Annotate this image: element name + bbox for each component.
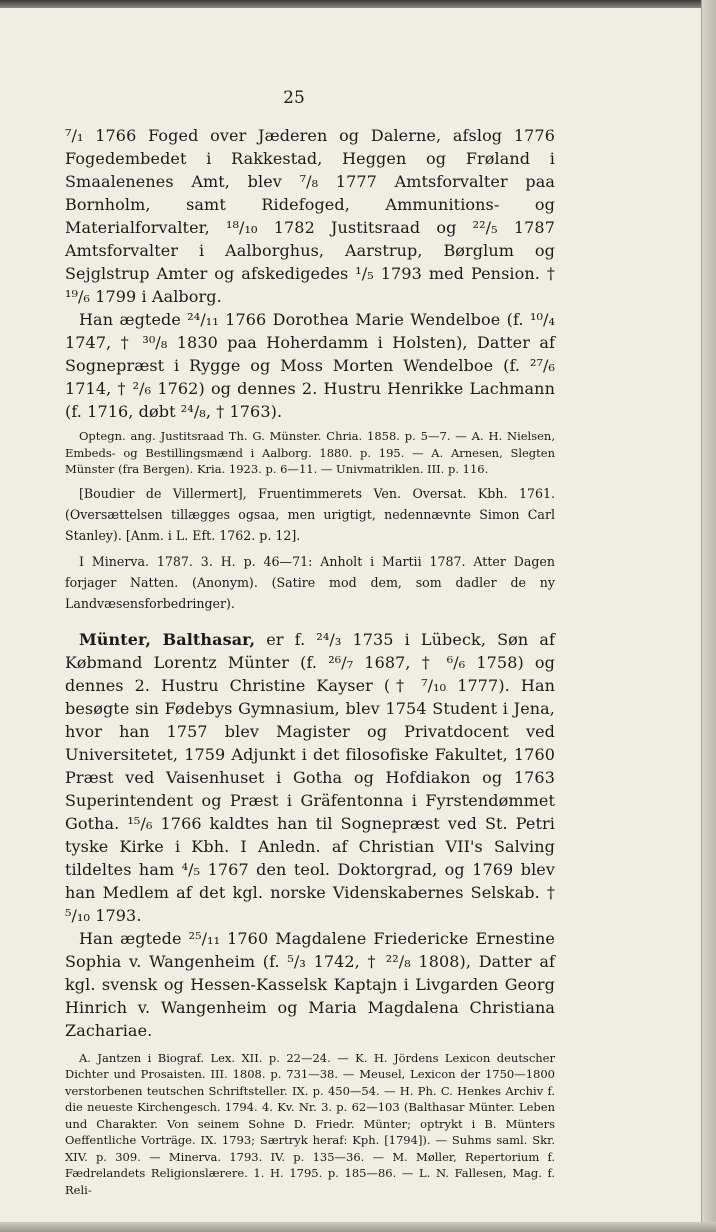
- entry-biography: er f. ²⁴/₃ 1735 i Lübeck, Søn af Købmand Lorentz Münter (f. ²⁶/₇ 1687, † ⁶/₆ 1758) og dennes 2. Hustru Christine Kayser († ⁷/₁₀ 1777). Han besøgte sin Fødebys Gymnasium, blev 1754 Student i Jena, hvor han 1757 blev Magister og Privatdocent ved Universitetet, 1759 Adjunkt i det filosofiske Fakultet, 1760 Præst ved Vaisenhuset i Gotha og Hofdiakon og 1763 Superintendent og Præst i Gräfentonna i Fyrstendømmet Gotha. ¹⁵/₆ 1766 kaldtes han til Sognepræst ved St. Petri tyske Kirke i Kbh. I Anledn. af Christian VII's Salving tildeltes ham ⁴/₅ 1767 den teol. Doktorgrad, og 1769 blev han Medlem af det kgl. norske Videnskabernes Selskab. † ⁵/₁₀ 1793.: [65, 629, 555, 925]
- references-2: A. Jantzen i Biograf. Lex. XII. p. 22—24. — K. H. Jördens Lexicon deutscher Dichter und Prosaisten. III. 1808. p. 731—38. — Meusel, Lexicon der 1750—1800 verstorbenen teutschen Schriftsteller. IX. p. 450—54. — H. Ph. C. Henkes Archiv f. die neueste Kirchengesch. 1794. 4. Kv. Nr. 3. p. 62—103 (Balthasar Münter. Leben und Charakter. Von seinem Sohne D. Friedr. Münter; optrykt i B. Münters Oeffentliche Vorträge. IX. 1793; Særtryk heraf: Kph. [1794]). — Suhms saml. Skr. XIV. p. 309. — Minerva. 1793. IV. p. 135—36. — M. Møller, Repertorium f. Fædrelandets Religionslærere. 1. H. 1795. p. 185—86. — L. N. Fallesen, Mag. f. Reli-: [65, 1050, 555, 1197]
- scan-right-edge: [701, 0, 716, 1232]
- paragraph-marriage: Han ægtede ²⁴/₁₁ 1766 Dorothea Marie Wendelboe (f. ¹⁰/₄ 1747, † ³⁰/₈ 1830 paa Hoherdamm i Holsten), Datter af Sognepræst i Rygge og Moss Morten Wendelboe (f. ²⁷/₆ 1714, † ²/₆ 1762) og dennes 2. Hustru Henrikke Lachmann (f. 1716, døbt ²⁴/₈, † 1763).: [65, 310, 555, 421]
- scan-bottom-edge: [0, 1222, 716, 1232]
- scan-top-edge: [0, 0, 716, 8]
- bibliography-entry-1: [Boudier de Villermert], Fruentimmerets Ven. Oversat. Kbh. 1761. (Oversættelsen tillægges ogsaa, men urigtigt, nedennævnte Simon Carl Stanley). [Anm. i L. Eft. 1762. p. 12].: [65, 485, 555, 543]
- paragraph-career: ⁷/₁ 1766 Foged over Jæderen og Dalerne, afslog 1776 Fogedembedet i Rakkestad, Heggen og Frøland i Smaalenenes Amt, blev ⁷/₈ 1777 Amtsforvalter paa Bornholm, samt Ridefoged, Ammunitions- og Materialforvalter, ¹⁸/₁₀ 1782 Justitsraad og ²²/₅ 1787 Amtsforvalter i Aalborghus, Aarstrup, Børglum og Sejglstrup Amter og afskedigedes ¹/₅ 1793 med Pension. † ¹⁹/₆ 1799 i Aalborg.: [65, 126, 555, 306]
- page-number: 25: [283, 88, 305, 108]
- entry-heading: Münter, Balthasar,: [79, 629, 256, 649]
- bibliography-entry-2: I Minerva. 1787. 3. H. p. 46—71: Anholt i Martii 1787. Atter Dagen forjager Natten. (Anonym). (Satire mod dem, som dadler de ny Landvæsensforbedringer).: [65, 553, 555, 611]
- entry-munter-balthasar: [65, 628, 555, 927]
- references-1: Optegn. ang. Justitsraad Th. G. Münster. Chria. 1858. p. 5—7. — A. H. Nielsen, Embeds- og Bestillingsmænd i Aalborg. 1880. p. 195. — A. Arnesen, Slegten Münster (fra Bergen). Kria. 1923. p. 6—11. — Univmatriklen. III. p. 116.: [65, 429, 555, 476]
- page-body: [65, 124, 555, 1198]
- paragraph-marriage-2: Han ægtede ²⁵/₁₁ 1760 Magdalene Friedericke Ernestine Sophia v. Wangenheim (f. ⁵/₃ 1742, † ²²/₈ 1808), Datter af kgl. svensk og Hessen-Kasselsk Kaptajn i Livgarden Georg Hinrich v. Wangenheim og Maria Magdalena Christiana Zachariae.: [65, 928, 555, 1040]
